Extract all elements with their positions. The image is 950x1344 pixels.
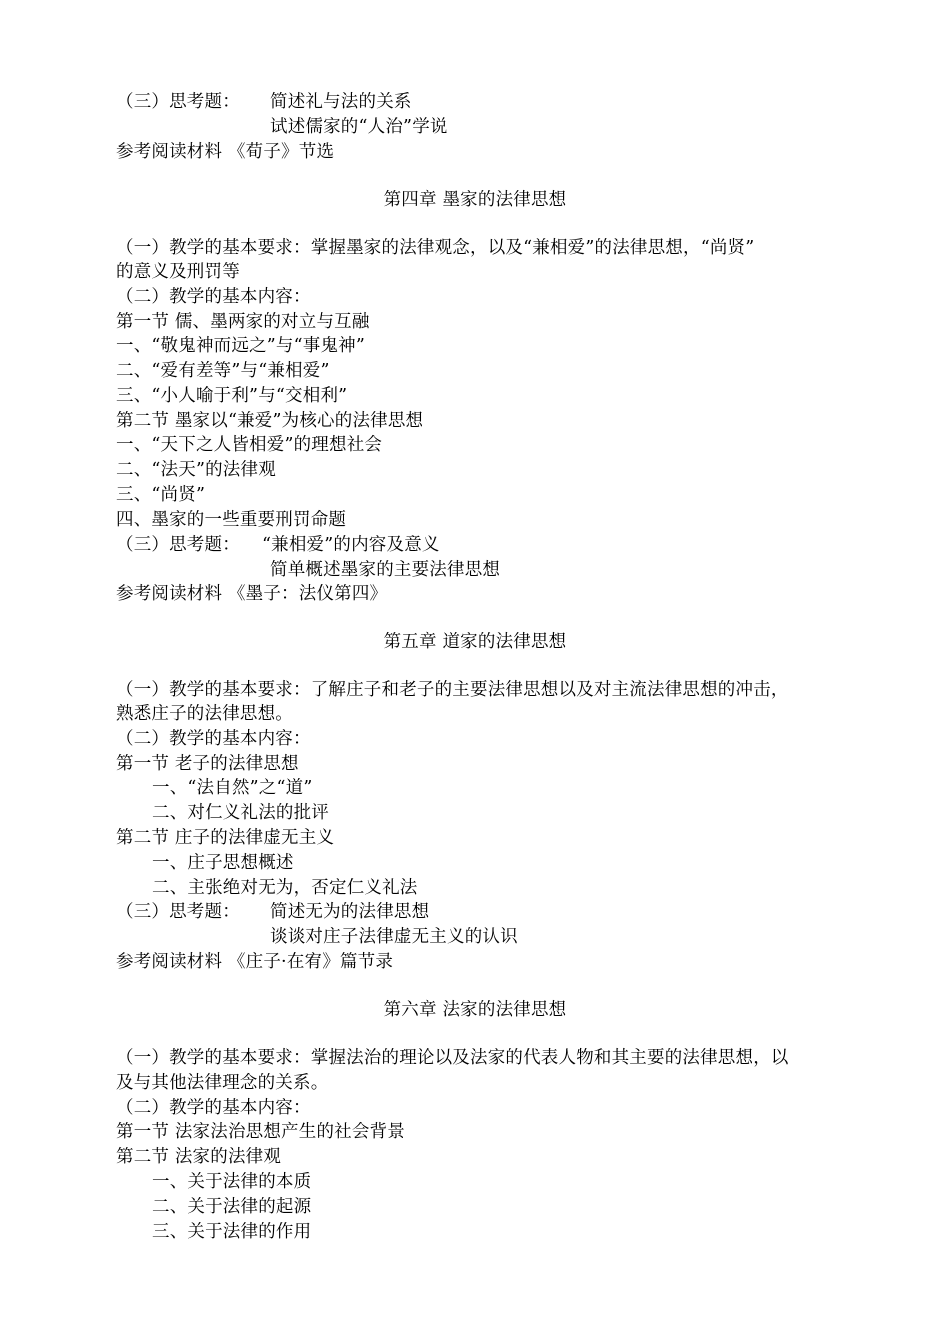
paragraph-line: 的意义及刑罚等 [116,262,240,282]
list-item: 四、墨家的一些重要刑罚命题 [116,510,347,530]
chapter-title: 第四章 墨家的法律思想 [383,190,567,210]
list-item: 三、关于法律的作用 [152,1222,312,1242]
question-text: 简述无为的法律思想 [270,902,430,922]
list-item: 二、“爱有差等”与“兼相爱” [116,361,330,381]
section-heading: （二）教学的基本内容： [116,729,311,749]
reading-material: 参考阅读材料 《庄子·在宥》篇节录 [116,952,394,972]
list-item: 二、对仁义礼法的批评 [152,803,329,823]
question-text: 简单概述墨家的主要法律思想 [270,560,501,580]
question-text: “兼相爱”的内容及意义 [262,535,440,555]
question-text: 简述礼与法的关系 [270,92,412,112]
section-title: 第二节 法家的法律观 [116,1147,282,1167]
paragraph-line: （一）教学的基本要求：掌握墨家的法律观念，以及“兼相爱”的法律思想，“尚贤” [116,238,755,258]
questions-label: （三）思考题： [116,535,240,555]
paragraph-line: 及与其他法律理念的关系。 [116,1073,329,1093]
list-item: 一、庄子思想概述 [152,853,294,873]
list-item: 三、“小人喻于利”与“交相利” [116,386,348,406]
section-heading: （二）教学的基本内容： [116,287,311,307]
section-title: 第一节 老子的法律思想 [116,754,299,774]
ch5-questions [116,900,429,924]
list-item: 一、“法自然”之“道” [152,778,313,798]
ch3-questions [116,90,412,114]
ch4-questions [116,533,440,557]
question-text: 试述儒家的“人治”学说 [270,117,448,137]
question-text: 谈谈对庄子法律虚无主义的认识 [270,927,518,947]
chapter-title: 第五章 道家的法律思想 [383,632,567,652]
list-item: 一、“天下之人皆相爱”的理想社会 [116,435,383,455]
reading-material: 参考阅读材料 《荀子》节选 [116,142,335,162]
list-item: 二、关于法律的起源 [152,1197,312,1217]
section-title: 第二节 庄子的法律虚无主义 [116,828,335,848]
questions-label: （三）思考题： [116,92,240,112]
questions-label: （三）思考题： [116,902,240,922]
section-title: 第一节 法家法治思想产生的社会背景 [116,1122,405,1142]
section-heading: （二）教学的基本内容： [116,1098,311,1118]
list-item: 三、“尚贤” [116,485,206,505]
section-title: 第一节 儒、墨两家的对立与互融 [116,312,370,332]
paragraph-line: 熟悉庄子的法律思想。 [116,704,293,724]
list-item: 一、“敬鬼神而远之”与“事鬼神” [116,336,365,356]
section-title: 第二节 墨家以“兼爱”为核心的法律思想 [116,411,424,431]
list-item: 二、“法天”的法律观 [116,460,276,480]
paragraph-line: （一）教学的基本要求：掌握法治的理论以及法家的代表人物和其主要的法律思想，以 [116,1048,789,1068]
list-item: 二、主张绝对无为，否定仁义礼法 [152,878,418,898]
chapter-title: 第六章 法家的法律思想 [383,1000,567,1020]
paragraph-line: （一）教学的基本要求：了解庄子和老子的主要法律思想以及对主流法律思想的冲击， [116,680,789,700]
reading-material: 参考阅读材料 《墨子：法仪第四》 [116,584,388,604]
list-item: 一、关于法律的本质 [152,1172,312,1192]
